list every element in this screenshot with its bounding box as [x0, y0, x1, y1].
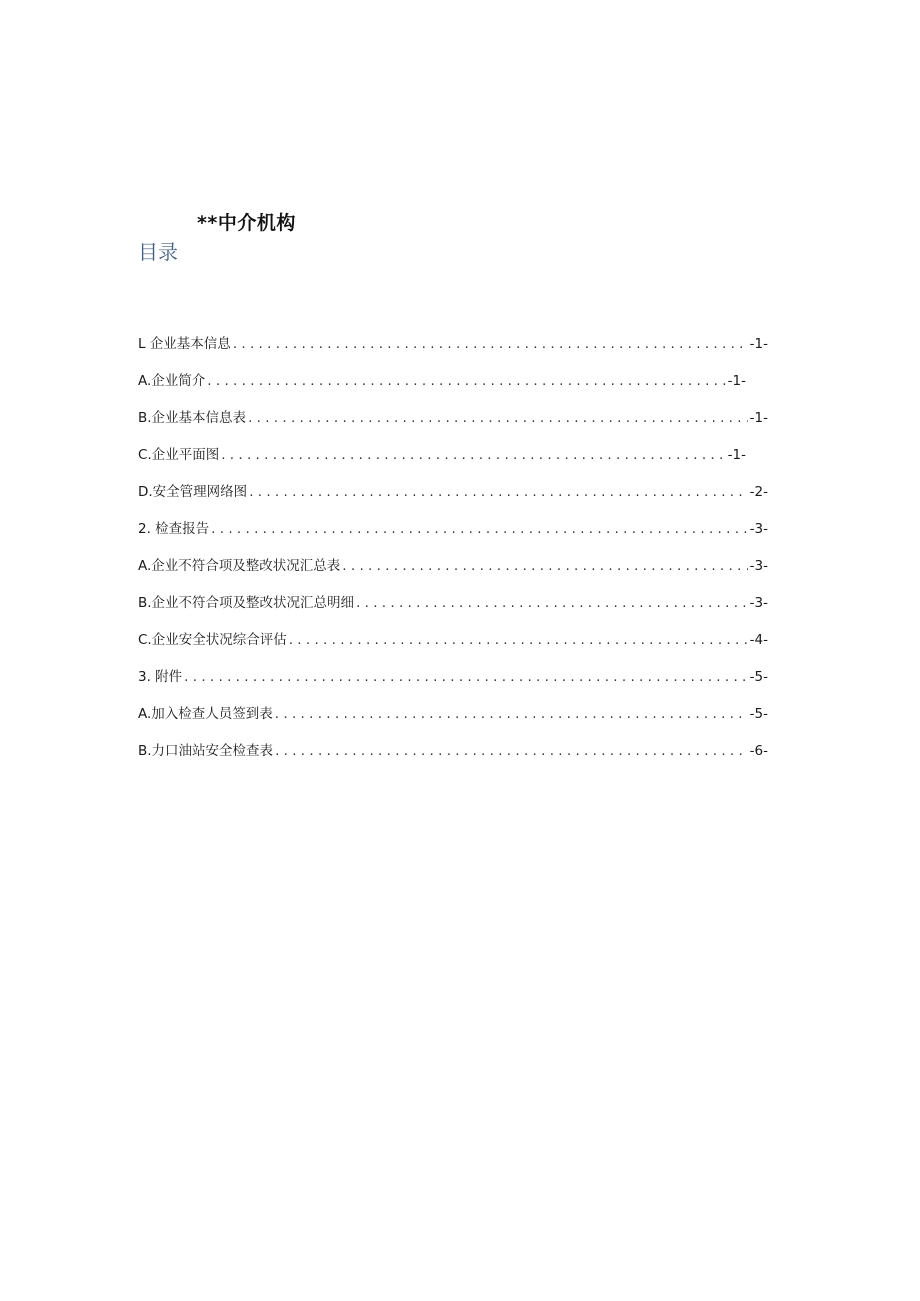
- toc-entry-company-info-table[interactable]: [138, 390, 768, 427]
- toc-entry-page-number: -5-: [749, 669, 768, 685]
- table-of-contents: [138, 316, 768, 760]
- toc-dot-leader: [289, 631, 748, 649]
- toc-entry-label: D.安全管理网络图: [138, 484, 248, 500]
- toc-entry-inspection-report[interactable]: [138, 501, 768, 538]
- toc-dot-leader: [249, 483, 747, 501]
- toc-dot-leader: [275, 705, 748, 723]
- toc-entry-page-number: -1-: [749, 336, 768, 352]
- organization-title: **中介机构: [197, 212, 296, 234]
- toc-entry-page-number: -6-: [749, 743, 768, 759]
- toc-entry-label: A.企业不符合项及整改状况汇总表: [138, 558, 341, 574]
- toc-entry-label: 2. 检查报告: [138, 521, 210, 537]
- toc-entry-label: A.加入检查人员签到表: [138, 706, 273, 722]
- toc-dot-leader: [211, 520, 747, 538]
- toc-entry-nonconformity-summary[interactable]: [138, 538, 768, 575]
- toc-entry-page-number: -1-: [727, 447, 746, 463]
- toc-entry-label: C.企业平面图: [138, 447, 220, 463]
- toc-entry-page-number: -2-: [749, 484, 768, 500]
- toc-dot-leader: [356, 594, 748, 612]
- toc-heading: 目录: [138, 240, 178, 264]
- toc-entry-page-number: -5-: [749, 706, 768, 722]
- toc-entry-nonconformity-details[interactable]: [138, 575, 768, 612]
- toc-entry-safety-network[interactable]: [138, 464, 768, 501]
- toc-entry-page-number: -1-: [749, 410, 768, 426]
- toc-entry-page-number: -4-: [749, 632, 768, 648]
- toc-entry-label: B.企业不符合项及整改状况汇总明细: [138, 595, 355, 611]
- toc-dot-leader: [233, 335, 748, 353]
- toc-entry-label: L 企业基本信息: [138, 336, 231, 352]
- toc-dot-leader: [248, 409, 748, 427]
- toc-dot-leader: [342, 557, 747, 575]
- toc-dot-leader: [184, 668, 747, 686]
- toc-entry-label: B.企业基本信息表: [138, 410, 247, 426]
- toc-entry-floor-plan[interactable]: [138, 427, 746, 464]
- toc-entry-attendance-sheet[interactable]: [138, 686, 768, 723]
- toc-entry-safety-assessment[interactable]: [138, 612, 768, 649]
- toc-dot-leader: [275, 742, 748, 760]
- toc-entry-company-profile[interactable]: [138, 353, 746, 390]
- toc-entry-station-checklist[interactable]: [138, 723, 768, 760]
- toc-dot-leader: [207, 372, 725, 390]
- toc-entry-label: B.力口油站安全检查表: [138, 743, 274, 759]
- toc-entry-label: A.企业简介: [138, 373, 206, 389]
- toc-entry-page-number: -3-: [749, 558, 768, 574]
- toc-entry-label: C.企业安全状况综合评估: [138, 632, 287, 648]
- toc-entry-label: 3. 附件: [138, 669, 183, 685]
- toc-entry-page-number: -3-: [749, 521, 768, 537]
- toc-entry-page-number: -3-: [749, 595, 768, 611]
- toc-entry-page-number: -1-: [727, 373, 746, 389]
- toc-entry-attachments[interactable]: [138, 649, 768, 686]
- toc-dot-leader: [221, 446, 725, 464]
- toc-entry-company-info[interactable]: [138, 316, 768, 353]
